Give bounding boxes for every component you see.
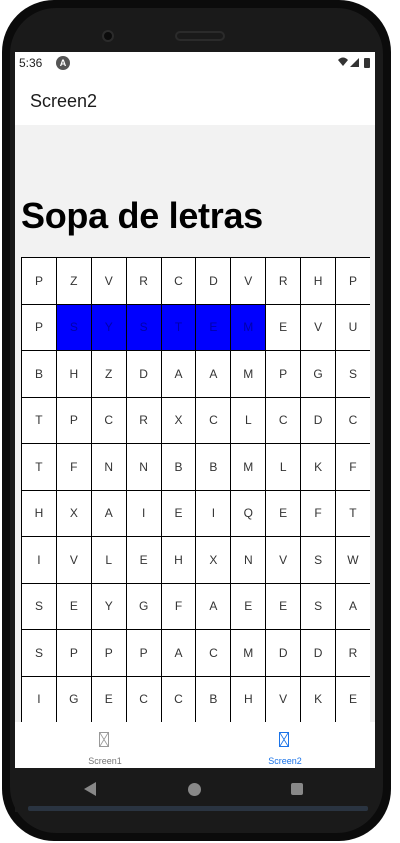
grid-cell[interactable]: M bbox=[231, 305, 266, 352]
grid-cell[interactable]: G bbox=[301, 351, 336, 398]
grid-cell[interactable]: E bbox=[127, 537, 162, 584]
grid-cell[interactable]: L bbox=[266, 444, 301, 491]
grid-cell[interactable]: S bbox=[301, 537, 336, 584]
grid-cell[interactable]: R bbox=[127, 398, 162, 445]
grid-cell[interactable]: S bbox=[301, 584, 336, 631]
status-icons bbox=[337, 55, 371, 71]
grid-cell[interactable]: H bbox=[57, 351, 92, 398]
grid-cell[interactable]: N bbox=[231, 537, 266, 584]
word-search-grid[interactable] bbox=[21, 257, 370, 722]
grid-cell[interactable]: U bbox=[336, 305, 370, 352]
tab-screen1-label: Screen1 bbox=[88, 756, 122, 766]
signal-icon bbox=[350, 58, 359, 67]
grid-cell[interactable]: Q bbox=[231, 491, 266, 538]
grid-cell[interactable]: P bbox=[22, 305, 57, 352]
grid-cell[interactable]: L bbox=[92, 537, 127, 584]
grid-cell[interactable]: A bbox=[336, 584, 370, 631]
grid-cell[interactable]: A bbox=[162, 630, 197, 677]
grid-cell[interactable]: C bbox=[162, 258, 197, 305]
grid-cell[interactable]: E bbox=[266, 305, 301, 352]
screen2-tab-icon bbox=[279, 732, 289, 747]
grid-cell[interactable]: Z bbox=[92, 351, 127, 398]
grid-cell[interactable]: D bbox=[301, 398, 336, 445]
grid-cell[interactable]: A bbox=[196, 351, 231, 398]
grid-cell[interactable]: I bbox=[22, 677, 57, 723]
grid-cell[interactable]: C bbox=[92, 398, 127, 445]
grid-cell[interactable]: G bbox=[57, 677, 92, 723]
home-nav-icon[interactable] bbox=[188, 783, 201, 796]
grid-cell[interactable]: H bbox=[301, 258, 336, 305]
grid-cell[interactable]: P bbox=[57, 630, 92, 677]
grid-cell[interactable]: M bbox=[231, 444, 266, 491]
grid-cell[interactable]: A bbox=[196, 584, 231, 631]
grid-cell[interactable]: I bbox=[127, 491, 162, 538]
grid-cell[interactable]: B bbox=[196, 444, 231, 491]
grid-cell[interactable]: H bbox=[162, 537, 197, 584]
grid-cell[interactable]: W bbox=[336, 537, 370, 584]
grid-cell[interactable]: X bbox=[196, 537, 231, 584]
grid-cell[interactable]: D bbox=[301, 630, 336, 677]
grid-cell[interactable]: X bbox=[162, 398, 197, 445]
grid-cell[interactable]: A bbox=[162, 351, 197, 398]
tab-screen2[interactable] bbox=[195, 722, 375, 768]
grid-cell[interactable]: Y bbox=[92, 584, 127, 631]
screen1-tab-icon bbox=[99, 732, 109, 747]
grid-cell[interactable]: P bbox=[266, 351, 301, 398]
grid-cell[interactable]: V bbox=[266, 677, 301, 723]
tab-screen1[interactable] bbox=[15, 722, 195, 768]
grid-cell[interactable]: B bbox=[162, 444, 197, 491]
grid-cell[interactable]: Y bbox=[92, 305, 127, 352]
grid-cell[interactable]: V bbox=[301, 305, 336, 352]
front-camera bbox=[102, 30, 114, 42]
grid-cell[interactable]: S bbox=[127, 305, 162, 352]
grid-cell[interactable]: S bbox=[22, 630, 57, 677]
grid-cell[interactable]: A bbox=[92, 491, 127, 538]
grid-cell[interactable]: S bbox=[57, 305, 92, 352]
grid-cell[interactable]: E bbox=[196, 305, 231, 352]
grid-cell[interactable]: V bbox=[266, 537, 301, 584]
app-bar bbox=[15, 74, 375, 125]
grid-cell[interactable]: X bbox=[57, 491, 92, 538]
grid-cell[interactable]: G bbox=[127, 584, 162, 631]
grid-cell[interactable]: V bbox=[92, 258, 127, 305]
grid-cell[interactable]: D bbox=[266, 630, 301, 677]
grid-cell[interactable]: P bbox=[127, 630, 162, 677]
grid-cell[interactable]: H bbox=[231, 677, 266, 723]
grid-cell[interactable]: E bbox=[231, 584, 266, 631]
grid-cell[interactable]: E bbox=[162, 491, 197, 538]
grid-cell[interactable]: L bbox=[231, 398, 266, 445]
grid-cell[interactable]: T bbox=[22, 444, 57, 491]
grid-cell[interactable]: R bbox=[266, 258, 301, 305]
grid-cell[interactable]: V bbox=[231, 258, 266, 305]
grid-cell[interactable]: E bbox=[336, 677, 370, 723]
grid-cell[interactable]: B bbox=[196, 677, 231, 723]
grid-cell[interactable]: F bbox=[301, 491, 336, 538]
grid-cell[interactable]: P bbox=[336, 258, 370, 305]
grid-cell[interactable]: F bbox=[162, 584, 197, 631]
tab-screen2-label: Screen2 bbox=[268, 756, 302, 766]
grid-cell[interactable]: N bbox=[127, 444, 162, 491]
grid-cell[interactable]: R bbox=[127, 258, 162, 305]
grid-cell[interactable]: S bbox=[22, 584, 57, 631]
grid-cell[interactable]: E bbox=[57, 584, 92, 631]
earpiece-speaker bbox=[175, 31, 225, 41]
grid-cell[interactable]: R bbox=[336, 630, 370, 677]
notification-badge-icon: A bbox=[56, 56, 70, 70]
grid-cell[interactable]: C bbox=[127, 677, 162, 723]
app-bar-title: Screen2 bbox=[30, 91, 98, 111]
grid-cell[interactable]: P bbox=[22, 258, 57, 305]
grid-cell[interactable]: E bbox=[266, 491, 301, 538]
device-screen bbox=[15, 52, 375, 768]
grid-cell[interactable]: E bbox=[92, 677, 127, 723]
grid-cell[interactable]: F bbox=[57, 444, 92, 491]
grid-cell[interactable]: T bbox=[22, 398, 57, 445]
grid-cell[interactable]: C bbox=[162, 677, 197, 723]
grid-cell[interactable]: F bbox=[336, 444, 370, 491]
phone-chin-strip bbox=[28, 806, 368, 811]
grid-cell[interactable]: C bbox=[266, 398, 301, 445]
grid-cell[interactable]: Z bbox=[57, 258, 92, 305]
grid-cell[interactable]: V bbox=[57, 537, 92, 584]
grid-cell[interactable]: C bbox=[336, 398, 370, 445]
bottom-tab-bar bbox=[15, 722, 375, 768]
page-title: Sopa de letras bbox=[21, 195, 263, 236]
grid-cell[interactable]: E bbox=[266, 584, 301, 631]
grid-cell[interactable]: K bbox=[301, 677, 336, 723]
wifi-icon bbox=[338, 58, 348, 67]
status-time: 5:36 bbox=[19, 56, 43, 70]
grid-cell[interactable]: B bbox=[22, 351, 57, 398]
grid-cell[interactable]: D bbox=[127, 351, 162, 398]
recents-nav-icon[interactable] bbox=[291, 783, 303, 795]
grid-cell[interactable]: C bbox=[196, 398, 231, 445]
grid-cell[interactable]: M bbox=[231, 630, 266, 677]
back-nav-icon[interactable] bbox=[84, 782, 96, 796]
grid-cell[interactable]: T bbox=[162, 305, 197, 352]
grid-cell[interactable]: P bbox=[57, 398, 92, 445]
grid-cell[interactable]: I bbox=[22, 537, 57, 584]
grid-cell[interactable]: D bbox=[196, 258, 231, 305]
grid-cell[interactable]: P bbox=[92, 630, 127, 677]
status-bar bbox=[15, 52, 375, 74]
grid-cell[interactable]: M bbox=[231, 351, 266, 398]
grid-cell[interactable]: T bbox=[336, 491, 370, 538]
grid-cell[interactable]: K bbox=[301, 444, 336, 491]
grid-cell[interactable]: N bbox=[92, 444, 127, 491]
grid-cell[interactable]: I bbox=[196, 491, 231, 538]
grid-cell[interactable]: H bbox=[22, 491, 57, 538]
grid-cell[interactable]: S bbox=[336, 351, 370, 398]
battery-icon bbox=[364, 58, 370, 68]
grid-cell[interactable]: C bbox=[196, 630, 231, 677]
